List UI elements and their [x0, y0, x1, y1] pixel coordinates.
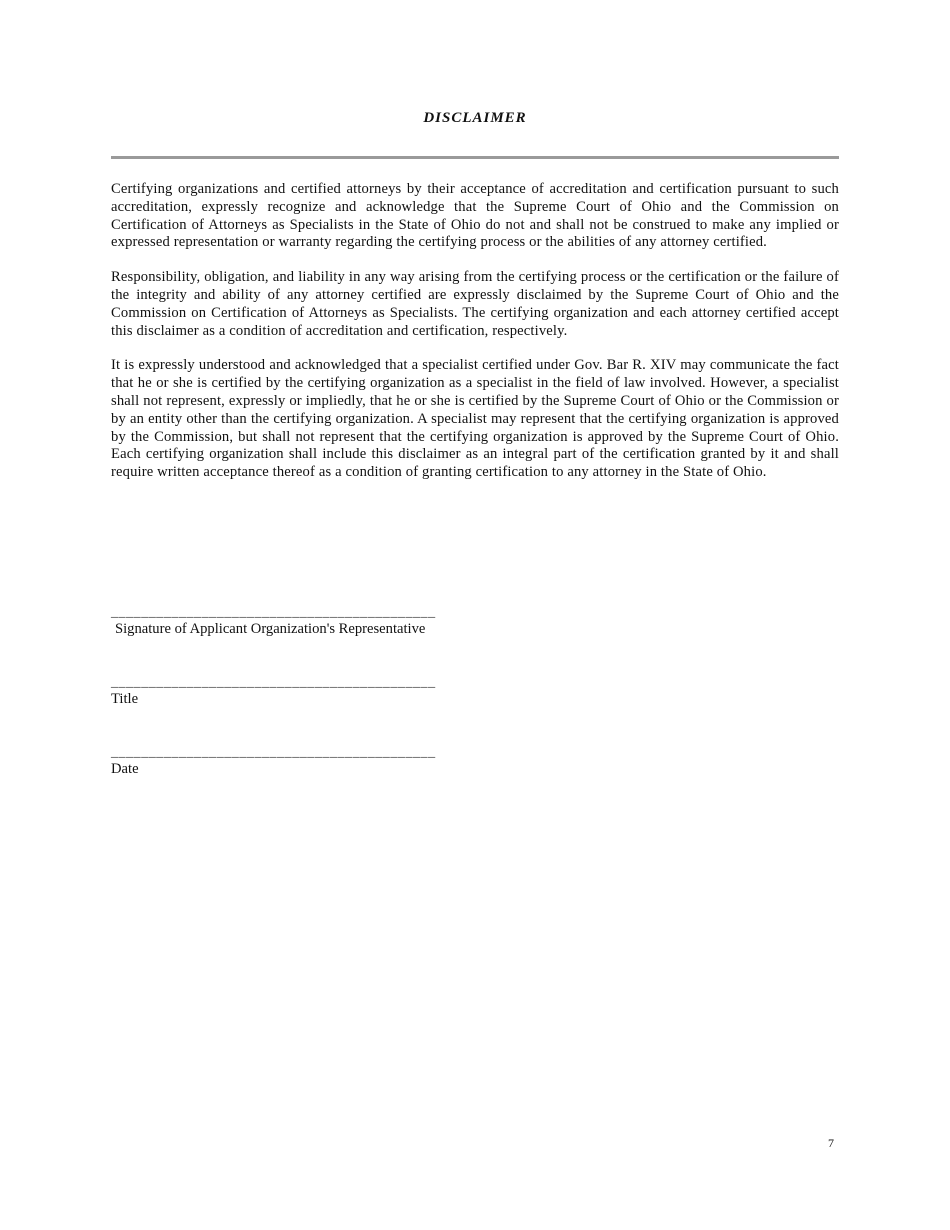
title-divider — [111, 156, 839, 159]
date-field — [111, 746, 551, 778]
paragraph-1: Certifying organizations and certified attorneys by their acceptance of accreditation and certification pursuant to such accreditation, expressly recognize and acknowledge that the Supreme Court of Ohio and the Commission on Certification of Attorneys as Specialists in the State of Ohio do not and shall not be construed to make any implied or expressed representation or warranty regarding the certifying process or the abilities of any attorney certified. — [111, 181, 839, 251]
signature-line[interactable]: ___________________________________________ — [111, 605, 436, 620]
date-label: Date — [111, 761, 139, 777]
signature-field — [111, 606, 551, 638]
disclaimer-body — [111, 181, 839, 499]
paragraph-3: It is expressly understood and acknowledged that a specialist certified under Gov. Bar R. XIV may communicate the fact that he or she is certified by the certifying organization as a specialist in the field of law involved. However, a specialist shall not represent, expressly or impliedly, that he or she is certified by the Supreme Court of Ohio or the Commission or by an entity other than the certifying organization. A specialist may represent that the certifying organization is approved by the Commission, but shall not represent that the certifying organization is approved by the Supreme Court of Ohio. Each certifying organization shall include this disclaimer as an integral part of the certification granted by it and shall require written acceptance thereof as a condition of granting certification to any attorney in the State of Ohio. — [111, 357, 839, 481]
paragraph-2: Responsibility, obligation, and liability in any way arising from the certifying process or the certification or the failure of the integrity and ability of any attorney certified are expressly disclaimed by the Supreme Court of Ohio and the Commission on Certification of Attorneys as Specialists. The certifying organization and each attorney certified accept this disclaimer as a condition of accreditation and certification, respectively. — [111, 269, 839, 339]
title-line[interactable]: ___________________________________________ — [111, 675, 436, 690]
title-label: Title — [111, 691, 139, 707]
title-field — [111, 676, 551, 708]
date-line[interactable]: ___________________________________________ — [111, 745, 436, 760]
document-title: DISCLAIMER — [423, 110, 527, 126]
signature-label: Signature of Applicant Organization's Representative — [115, 621, 426, 637]
page-number: 7 — [828, 1136, 834, 1150]
